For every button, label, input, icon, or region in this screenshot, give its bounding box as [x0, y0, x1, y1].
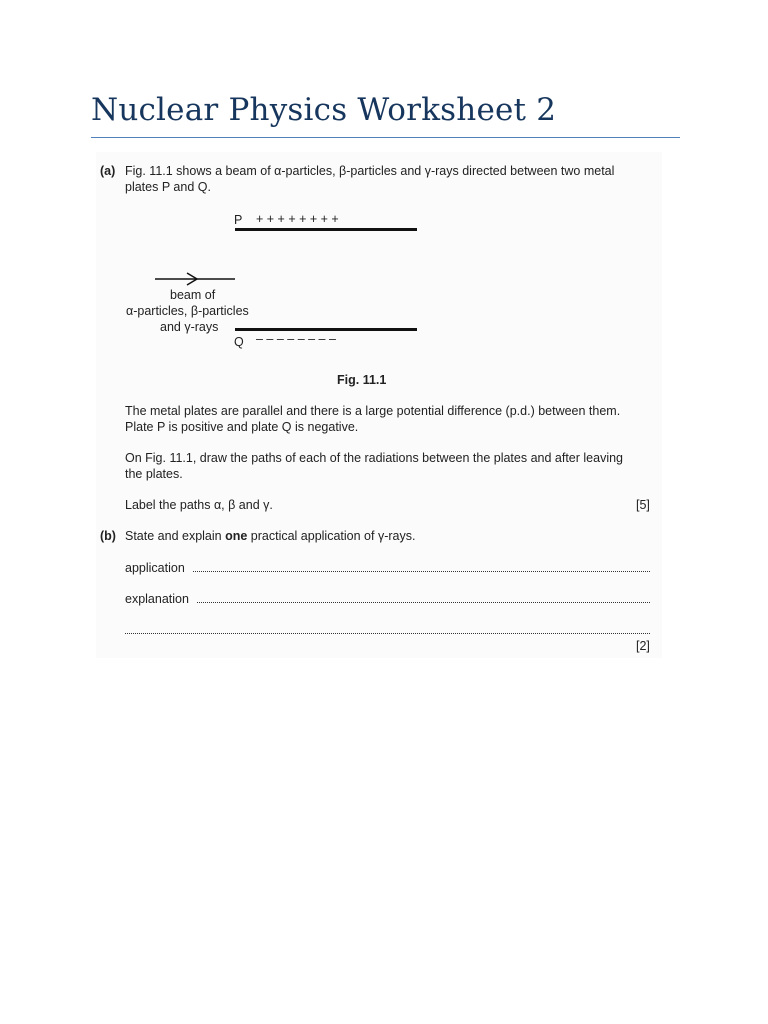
part-b-question-post: practical application of γ-rays.: [247, 529, 416, 543]
part-a-text2-line2: the plates.: [125, 467, 183, 481]
page-title: Nuclear Physics Worksheet 2: [91, 92, 557, 128]
part-b-marks: [2]: [636, 639, 650, 653]
application-answer-line[interactable]: [193, 571, 650, 572]
part-a-text2-line1: On Fig. 11.1, draw the paths of each of the radiations between the plates and after leaving: [125, 451, 624, 465]
part-a-text1-line1: The metal plates are parallel and there is a large potential difference (p.d.) between them.: [125, 404, 621, 418]
plate-p-label: P: [234, 213, 243, 227]
part-a-intro-line2: plates P and Q.: [125, 180, 211, 194]
figure-caption: Fig. 11.1: [337, 373, 387, 387]
part-a-text1-line2: Plate P is positive and plate Q is negative.: [125, 420, 359, 434]
beam-label-line2: α-particles, β-particles: [126, 304, 249, 318]
application-label: application: [125, 561, 185, 575]
explanation-answer-line[interactable]: [197, 602, 650, 603]
part-a-label: (a): [100, 164, 116, 178]
plate-q-signs: – – – – – – – –: [256, 332, 336, 346]
explanation-label: explanation: [125, 592, 189, 606]
part-b-question-emphasis: one: [225, 529, 248, 543]
part-a-instruction: Label the paths α, β and γ.: [125, 498, 273, 512]
plate-q-label: Q: [234, 335, 244, 349]
beam-label-line1: beam of: [170, 288, 216, 302]
plate-q: [235, 328, 417, 331]
plate-p-signs: + + + + + + + +: [256, 212, 339, 226]
plate-p: [235, 228, 417, 231]
explanation-answer-line-2[interactable]: [125, 633, 650, 634]
part-b-label: (b): [100, 529, 116, 543]
part-a-intro-line1: Fig. 11.1 shows a beam of α-particles, β-particles and γ-rays directed between two metal: [125, 164, 615, 178]
beam-arrow-icon: [155, 272, 239, 286]
part-b-question-pre: State and explain: [125, 529, 226, 543]
part-a-marks: [5]: [636, 498, 650, 512]
beam-label-line3: and γ-rays: [160, 320, 219, 334]
part-b-question: [125, 528, 415, 544]
title-divider: [91, 137, 680, 138]
